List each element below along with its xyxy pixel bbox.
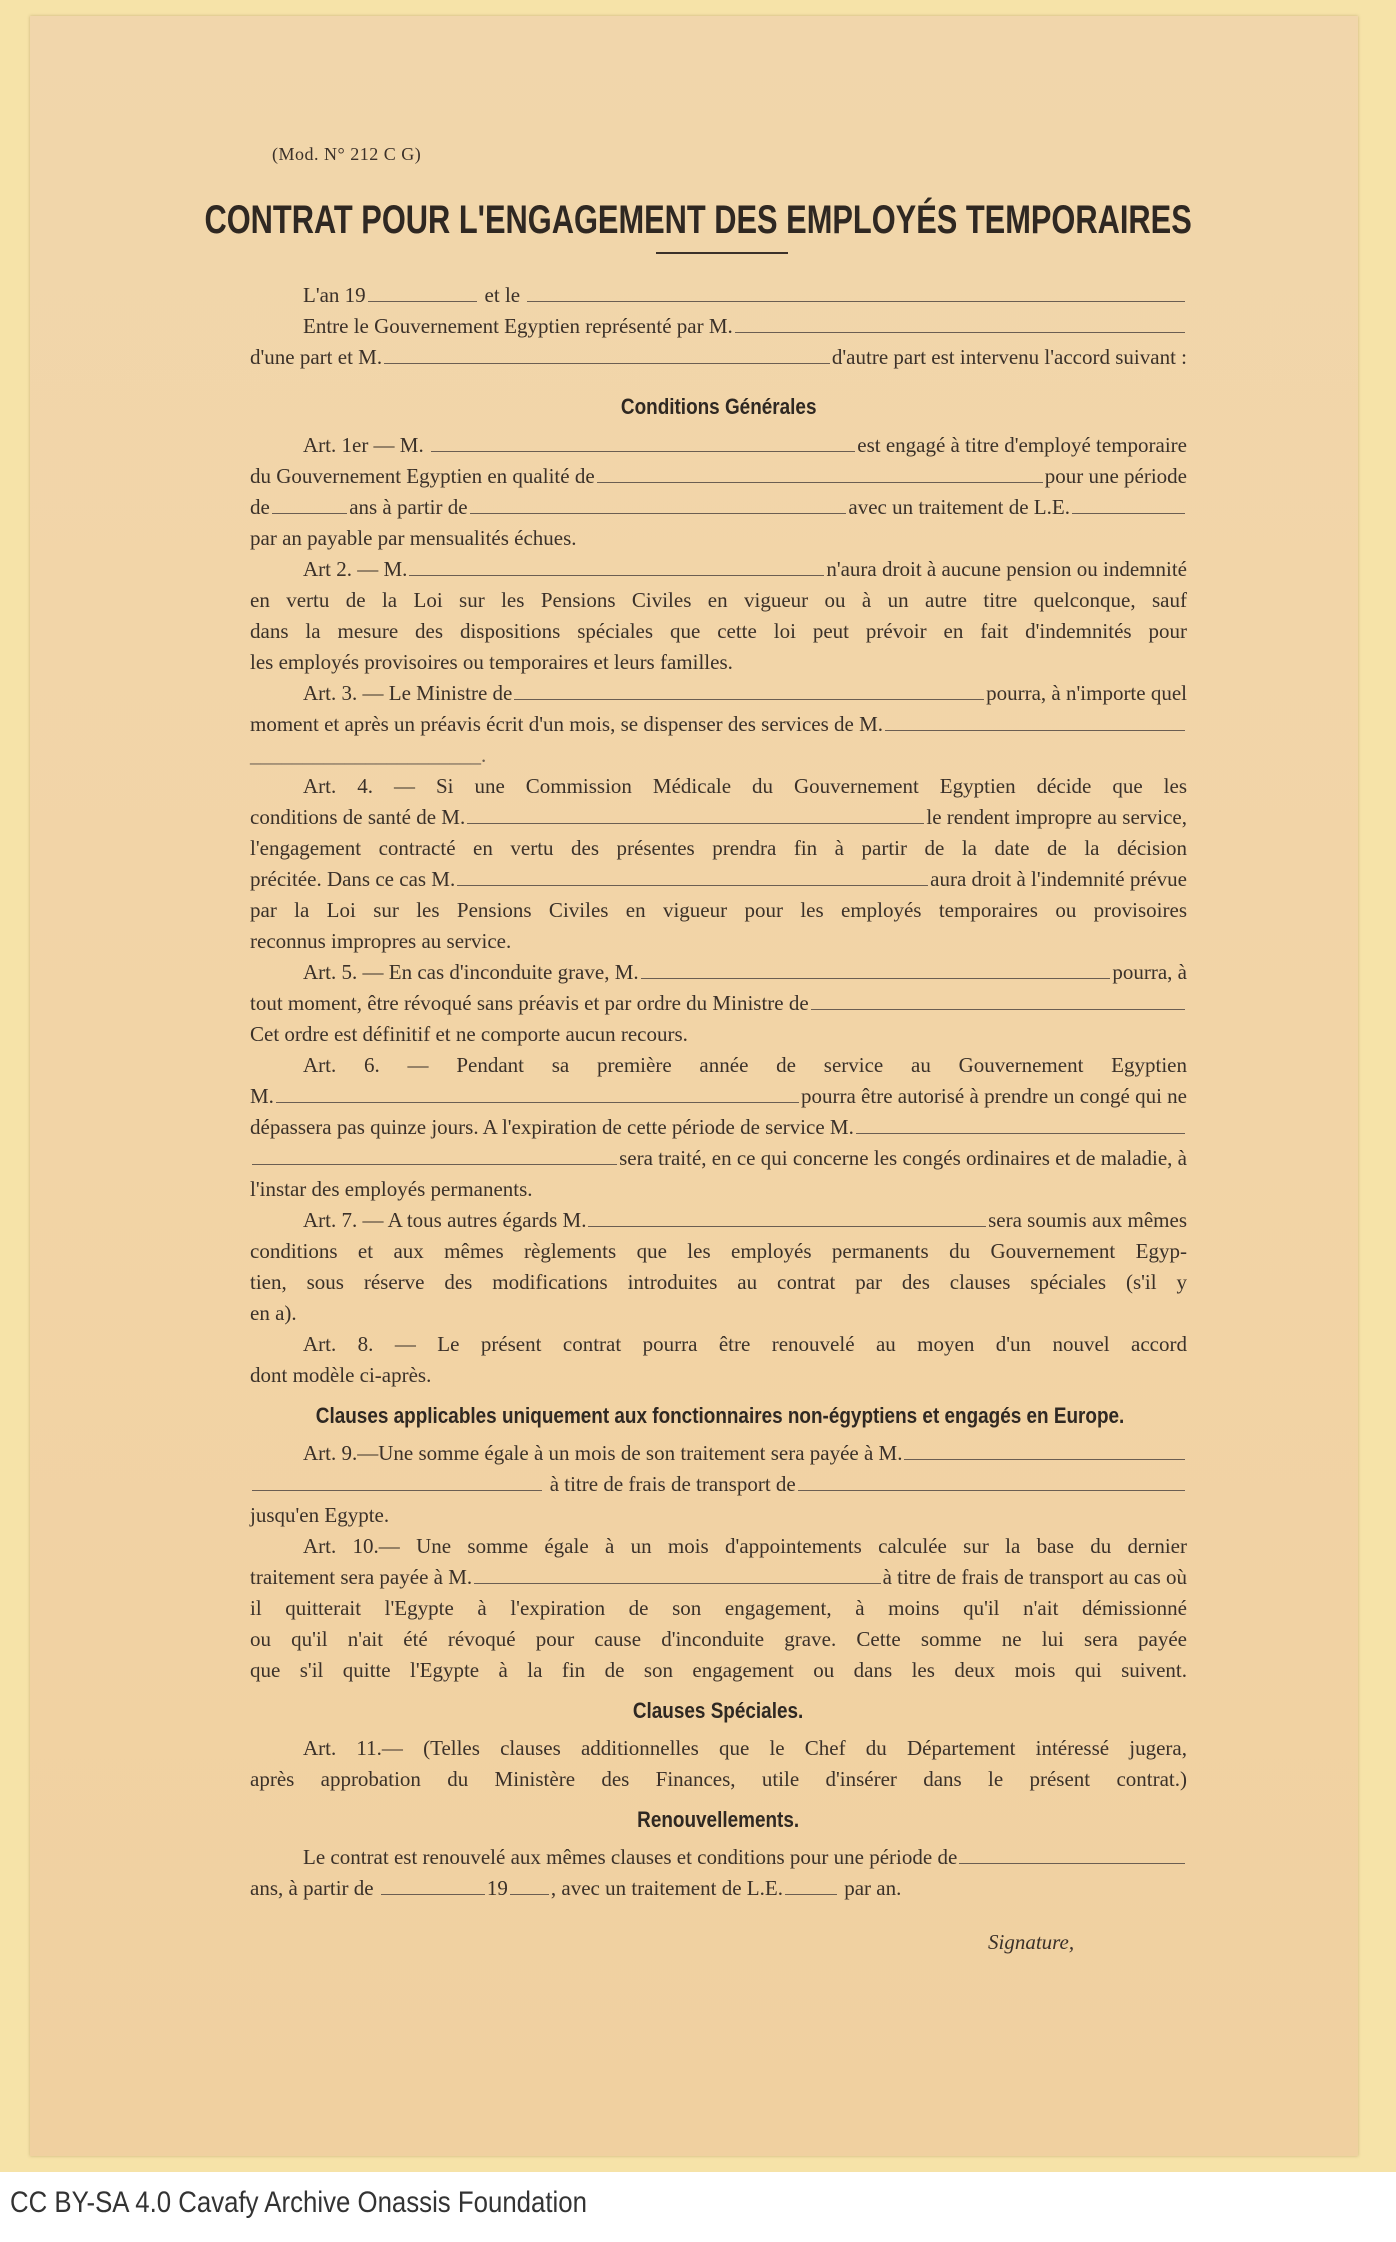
fill-in-blank[interactable] xyxy=(272,495,347,514)
contract-line: l'instar des employés permanents. xyxy=(250,1177,533,1201)
license-credit: CC BY-SA 4.0 Cavafy Archive Onassis Foundation xyxy=(10,2186,587,2219)
contract-line xyxy=(250,554,1187,585)
line-text: est engagé à titre d'employé temporaire xyxy=(857,433,1187,457)
section-heading-text: Clauses Spéciales. xyxy=(633,1698,804,1723)
contract-line xyxy=(250,1438,1187,1469)
contract-line xyxy=(250,311,1187,342)
contract-line: après approbation du Ministère des Finances, utile d'insérer dans le présent contrat.) xyxy=(250,1767,1187,1791)
line-text: Entre le Gouvernement Egyptien représenté par M. xyxy=(303,314,733,338)
fill-in-blank[interactable] xyxy=(470,495,847,514)
line-text: de xyxy=(250,495,270,519)
line-text: pourra, à n'importe quel xyxy=(986,681,1187,705)
fill-in-blank[interactable] xyxy=(785,1876,837,1895)
line-text: Art. 9.—Une somme égale à un mois de son traitement sera payée à M. xyxy=(303,1441,903,1465)
fill-in-blank[interactable] xyxy=(467,805,924,824)
fill-in-blank[interactable] xyxy=(474,1565,880,1584)
contract-line: Art. 11.— (Telles clauses additionnelles que le Chef du Département intéressé jugera, xyxy=(303,1736,1187,1760)
fill-in-blank[interactable] xyxy=(252,1146,617,1165)
fill-in-blank[interactable] xyxy=(798,1472,1185,1491)
line-text: L'an 19 xyxy=(303,283,366,307)
document-title-text: CONTRAT POUR L'ENGAGEMENT DES EMPLOYÉS TEMPORAIRES xyxy=(204,198,1192,242)
line-text: Art. 7. — A tous autres égards M. xyxy=(303,1208,587,1232)
contract-line xyxy=(250,1469,1187,1500)
contract-line xyxy=(250,1081,1187,1112)
line-text: pourra être autorisé à prendre un congé qui ne xyxy=(801,1084,1187,1108)
line-text: sera soumis aux mêmes xyxy=(988,1208,1187,1232)
contract-line: ou qu'il n'ait été révoqué pour cause d'inconduite grave. Cette somme ne lui sera payée xyxy=(250,1627,1187,1651)
section-heading-text: Clauses applicables uniquement aux fonctionnaires non-égyptiens et engagés en Europe. xyxy=(315,1403,1125,1428)
contract-line xyxy=(250,1562,1187,1593)
fill-in-blank[interactable] xyxy=(252,1472,542,1491)
fill-in-blank-line: ______________________. xyxy=(250,743,487,767)
fill-in-blank[interactable] xyxy=(368,283,478,302)
contract-line xyxy=(250,461,1187,492)
contract-line: jusqu'en Egypte. xyxy=(250,1503,390,1527)
line-text: n'aura droit à aucune pension ou indemnité xyxy=(826,557,1187,581)
contract-body xyxy=(250,280,1187,1904)
fill-in-blank[interactable] xyxy=(527,283,1185,302)
contract-line xyxy=(250,678,1187,709)
fill-in-blank[interactable] xyxy=(409,557,824,576)
title-divider xyxy=(656,252,788,254)
signature-label: Signature, xyxy=(988,1930,1075,1954)
fill-in-blank[interactable] xyxy=(856,1115,1185,1134)
section-heading xyxy=(250,391,1187,422)
line-text: ans, à partir de xyxy=(250,1876,379,1900)
line-text: traitement sera payée à M. xyxy=(250,1565,473,1589)
fill-in-blank[interactable] xyxy=(510,1876,549,1895)
fill-in-blank[interactable] xyxy=(597,464,1043,483)
contract-line: Art. 4. — Si une Commission Médicale du Gouvernement Egyptien décide que les xyxy=(303,774,1187,798)
fill-in-blank[interactable] xyxy=(1072,495,1185,514)
contract-line: par la Loi sur les Pensions Civiles en vigueur pour les employés temporaires ou provisoires xyxy=(250,898,1187,922)
contract-line: par an payable par mensualités échues. xyxy=(250,526,577,550)
line-text: par an. xyxy=(838,1876,902,1900)
fill-in-blank[interactable] xyxy=(514,681,984,700)
fill-in-blank[interactable] xyxy=(457,867,928,886)
line-text: et le xyxy=(479,283,526,307)
line-text: , avec un traitement de L.E. xyxy=(550,1876,783,1900)
contract-line: en a). xyxy=(250,1301,297,1325)
contract-line xyxy=(250,430,1187,461)
contract-line xyxy=(250,280,1187,311)
fill-in-blank[interactable] xyxy=(381,1876,485,1895)
line-text: tout moment, être révoqué sans préavis et par ordre du Ministre de xyxy=(250,991,809,1015)
fill-in-blank[interactable] xyxy=(885,712,1185,731)
line-text: 19 xyxy=(486,1876,508,1900)
fill-in-blank[interactable] xyxy=(959,1845,1185,1864)
section-heading xyxy=(250,1804,1187,1835)
contract-line: dans la mesure des dispositions spéciales que cette loi peut prévoir en fait d'indemnités pour xyxy=(250,619,1187,643)
contract-line xyxy=(250,1143,1187,1174)
line-text: sera traité, en ce qui concerne les congés ordinaires et de maladie, à xyxy=(619,1146,1187,1170)
line-text: à titre de frais de transport au cas où xyxy=(882,1565,1187,1589)
fill-in-blank[interactable] xyxy=(588,1208,986,1227)
line-text: pour une période xyxy=(1044,464,1187,488)
document-title xyxy=(0,198,1396,243)
contract-line xyxy=(250,492,1187,523)
contract-line xyxy=(250,1112,1187,1143)
line-text: précitée. Dans ce cas M. xyxy=(250,867,456,891)
fill-in-blank[interactable] xyxy=(811,991,1185,1010)
contract-line xyxy=(250,342,1187,373)
section-heading xyxy=(250,1695,1187,1726)
line-text: Art 2. — M. xyxy=(303,557,408,581)
line-text: d'autre part est intervenu l'accord suivant : xyxy=(831,345,1187,369)
form-number: (Mod. N° 212 C G) xyxy=(272,144,422,164)
line-text: dépassera pas quinze jours. A l'expiration de cette période de service M. xyxy=(250,1115,854,1139)
line-text: Le contrat est renouvelé aux mêmes clauses et conditions pour une période de xyxy=(303,1845,958,1869)
contract-line: Art. 10.— Une somme égale à un mois d'appointements calculée sur la base du dernier xyxy=(303,1534,1187,1558)
line-text: pourra, à xyxy=(1112,960,1187,984)
contract-line: que s'il quitte l'Egypte à la fin de son engagement ou dans les deux mois qui suivent. xyxy=(250,1658,1187,1682)
section-heading xyxy=(250,1400,1187,1431)
contract-line: l'engagement contracté en vertu des présentes prendra fin à partir de la date de la décision xyxy=(250,836,1187,860)
line-text: à titre de frais de transport de xyxy=(544,1472,796,1496)
line-text: Art. 5. — En cas d'inconduite grave, M. xyxy=(303,960,639,984)
contract-line xyxy=(250,864,1187,895)
section-heading-text: Conditions Générales xyxy=(620,394,817,419)
contract-line xyxy=(250,957,1187,988)
fill-in-blank[interactable] xyxy=(384,345,830,364)
contract-line: les employés provisoires ou temporaires et leurs familles. xyxy=(250,650,733,674)
contract-line: il quitterait l'Egypte à l'expiration de son engagement, à moins qu'il n'ait démissionné xyxy=(250,1596,1187,1620)
contract-line: reconnus impropres au service. xyxy=(250,929,512,953)
fill-in-blank[interactable] xyxy=(641,960,1111,979)
contract-line xyxy=(250,1842,1187,1873)
footer-band xyxy=(0,2172,1396,2242)
contract-line xyxy=(250,1873,1187,1904)
contract-line: conditions et aux mêmes règlements que les employés permanents du Gouvernement Egyp- xyxy=(250,1239,1187,1263)
contract-line: dont modèle ci-après. xyxy=(250,1363,432,1387)
contract-line xyxy=(250,1205,1187,1236)
fill-in-blank[interactable] xyxy=(276,1084,799,1103)
contract-line: tien, sous réserve des modifications introduites au contrat par des clauses spéciales (s'il y xyxy=(250,1270,1187,1294)
contract-line: Art. 6. — Pendant sa première année de service au Gouvernement Egyptien xyxy=(303,1053,1187,1077)
line-text: d'une part et M. xyxy=(250,345,383,369)
line-text: conditions de santé de M. xyxy=(250,805,466,829)
fill-in-blank[interactable] xyxy=(431,433,855,452)
line-text: M. xyxy=(250,1084,274,1108)
line-text: Art. 1er — M. xyxy=(303,433,429,457)
line-text: ans à partir de xyxy=(349,495,468,519)
fill-in-blank[interactable] xyxy=(735,314,1185,333)
line-text: avec un traitement de L.E. xyxy=(848,495,1070,519)
contract-line: Art. 8. — Le présent contrat pourra être renouvelé au moyen d'un nouvel accord xyxy=(303,1332,1187,1356)
contract-line xyxy=(250,988,1187,1019)
section-heading-text: Renouvellements. xyxy=(637,1807,800,1832)
contract-line xyxy=(250,709,1187,740)
line-text: aura droit à l'indemnité prévue xyxy=(930,867,1187,891)
fill-in-blank[interactable] xyxy=(904,1441,1185,1460)
line-text: Art. 3. — Le Ministre de xyxy=(303,681,513,705)
contract-line xyxy=(250,802,1187,833)
contract-line: Cet ordre est définitif et ne comporte aucun recours. xyxy=(250,1022,688,1046)
line-text: le rendent impropre au service, xyxy=(926,805,1187,829)
line-text: moment et après un préavis écrit d'un mois, se dispenser des services de M. xyxy=(250,712,884,736)
line-text: du Gouvernement Egyptien en qualité de xyxy=(250,464,595,488)
contract-line: en vertu de la Loi sur les Pensions Civiles en vigueur ou à un autre titre quelconque, sauf xyxy=(250,588,1187,612)
